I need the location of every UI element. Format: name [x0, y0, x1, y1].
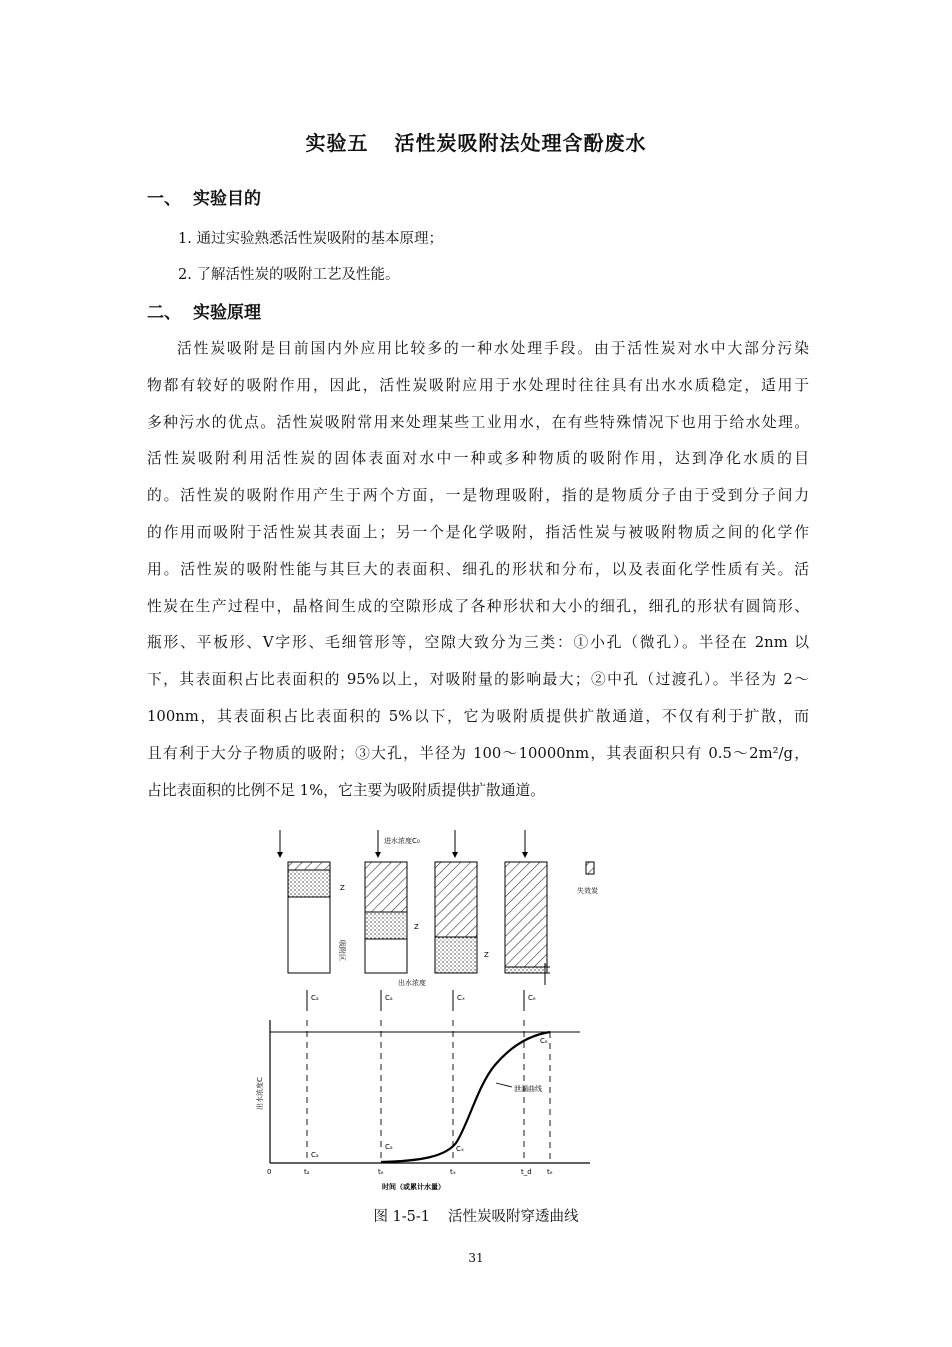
c-mark: Cₑ [540, 1037, 548, 1045]
list-item: 2. 了解活性炭的吸附工艺及性能。 [178, 267, 400, 283]
time-mark: tₐ [304, 1168, 310, 1176]
paragraph-line: 100nm，其表面积占比表面积的 5%以下，它为吸附质提供扩散通道，不仅有利于扩散，而 [147, 707, 809, 725]
y-axis-label: 出水浓度C [256, 1077, 264, 1110]
breakthrough-chart [255, 1020, 590, 1191]
column-3 [435, 830, 489, 973]
time-mark: t_d [521, 1168, 532, 1176]
figure-title: 活性炭吸附穿透曲线 [448, 1209, 579, 1225]
page-number: 31 [468, 1251, 484, 1265]
c-mark: Cₓ [457, 994, 465, 1002]
legend-spent-carbon [577, 862, 598, 895]
section-number: 二、 [147, 303, 181, 323]
adsorption-zone-label: 吸附区 [338, 940, 346, 961]
breakthrough-figure [250, 825, 610, 1197]
paragraph-line: 占比表面积的比例不足 1%，它主要为吸附质提供扩散通道。 [147, 781, 546, 799]
inlet-concentration-label: 进水浓度C₀ [384, 837, 420, 845]
c-mark: Cₐ [385, 1143, 393, 1151]
leakage-curve-label: 泄漏曲线 [514, 1085, 542, 1093]
paragraph-line: 物都有较好的吸附作用，因此，活性炭吸附应用于水处理时往往具有出水水质稳定，适用于 [147, 376, 809, 394]
c-mark: Cₐ [385, 994, 393, 1002]
column-1 [277, 830, 347, 973]
time-mark: tₑ [378, 1168, 384, 1176]
top-concentration-marks [307, 990, 536, 1011]
paragraph-line: 活性炭吸附利用活性炭的固体表面对水中一种或多种物质的吸附作用，达到净化水质的目 [147, 450, 809, 468]
time-mark: tₑ [547, 1168, 553, 1176]
paragraph-line: 活性炭吸附是目前国内外应用比较多的一种水处理手段。由于活性炭对水中大部分污染 [177, 340, 809, 357]
title-part1: 实验五 [305, 131, 369, 155]
c-mark: Cₐ [311, 1151, 319, 1159]
list-item: 1. 通过实验熟悉活性炭吸附的基本原理； [178, 231, 443, 247]
section-title: 实验原理 [193, 303, 261, 323]
c-mark: Cₑ [528, 994, 536, 1002]
column-4 [505, 830, 550, 985]
section-title: 实验目的 [193, 189, 261, 209]
paragraph-line: 的作用而吸附于活性炭其表面上；另一个是化学吸附，指活性炭与被吸附物质之间的化学作 [147, 523, 809, 541]
z-label: Z [340, 884, 345, 892]
origin-label: 0 [267, 1168, 272, 1176]
paragraph-line: 瓶形、平板形、V字形、毛细管形等，空隙大致分为三类：①小孔（微孔）。半径在 2nm 以 [147, 634, 809, 652]
x-axis-label: 时间（或累计水量） [382, 1183, 445, 1191]
paragraph-line: 用。活性炭的吸附性能与其巨大的表面积、细孔的形状和分布，以及表面化学性质有关。活 [147, 560, 809, 578]
outlet-concentration-label: 出水浓度 [398, 979, 426, 987]
spent-carbon-label: 失效炭 [577, 887, 598, 895]
principle-paragraph [147, 331, 809, 809]
z-label: Z [414, 923, 419, 931]
breakthrough-curve [381, 1032, 550, 1162]
z-label: Z [484, 951, 489, 959]
title-part2: 活性炭吸附法处理含酚废水 [394, 131, 647, 155]
section-heading-2 [147, 298, 261, 323]
section-heading-1 [147, 184, 261, 209]
paragraph-line: 多种污水的优点。活性炭吸附常用来处理某些工业用水，在有些特殊情况下也用于给水处理。 [147, 413, 809, 431]
paragraph-line: 且有利于大分子物质的吸附；③大孔，半径为 100～10000nm，其表面积只有 0.5～2m²/g， [147, 744, 809, 762]
figure-caption [0, 1205, 952, 1226]
paragraph-line: 的。活性炭的吸附作用产生于两个方面，一是物理吸附，指的是物质分子由于受到分子间力 [147, 487, 809, 505]
paragraph-line: 下，其表面积占比表面积的 95%以上，对吸附量的影响最大；②中孔（过渡孔）。半径为 2～ [147, 671, 809, 689]
section-number: 一、 [147, 189, 181, 209]
time-mark: tₓ [450, 1168, 456, 1176]
page-title [0, 127, 952, 156]
c-mark: Cₐ [311, 994, 319, 1002]
paragraph-line: 性炭在生产过程中，晶格间生成的空隙形成了各种形状和大小的细孔，细孔的形状有圆筒形、 [147, 597, 809, 615]
column-2 [365, 830, 420, 973]
figure-number: 图 1-5-1 [373, 1209, 431, 1225]
c-mark: Cₓ [456, 1145, 464, 1153]
